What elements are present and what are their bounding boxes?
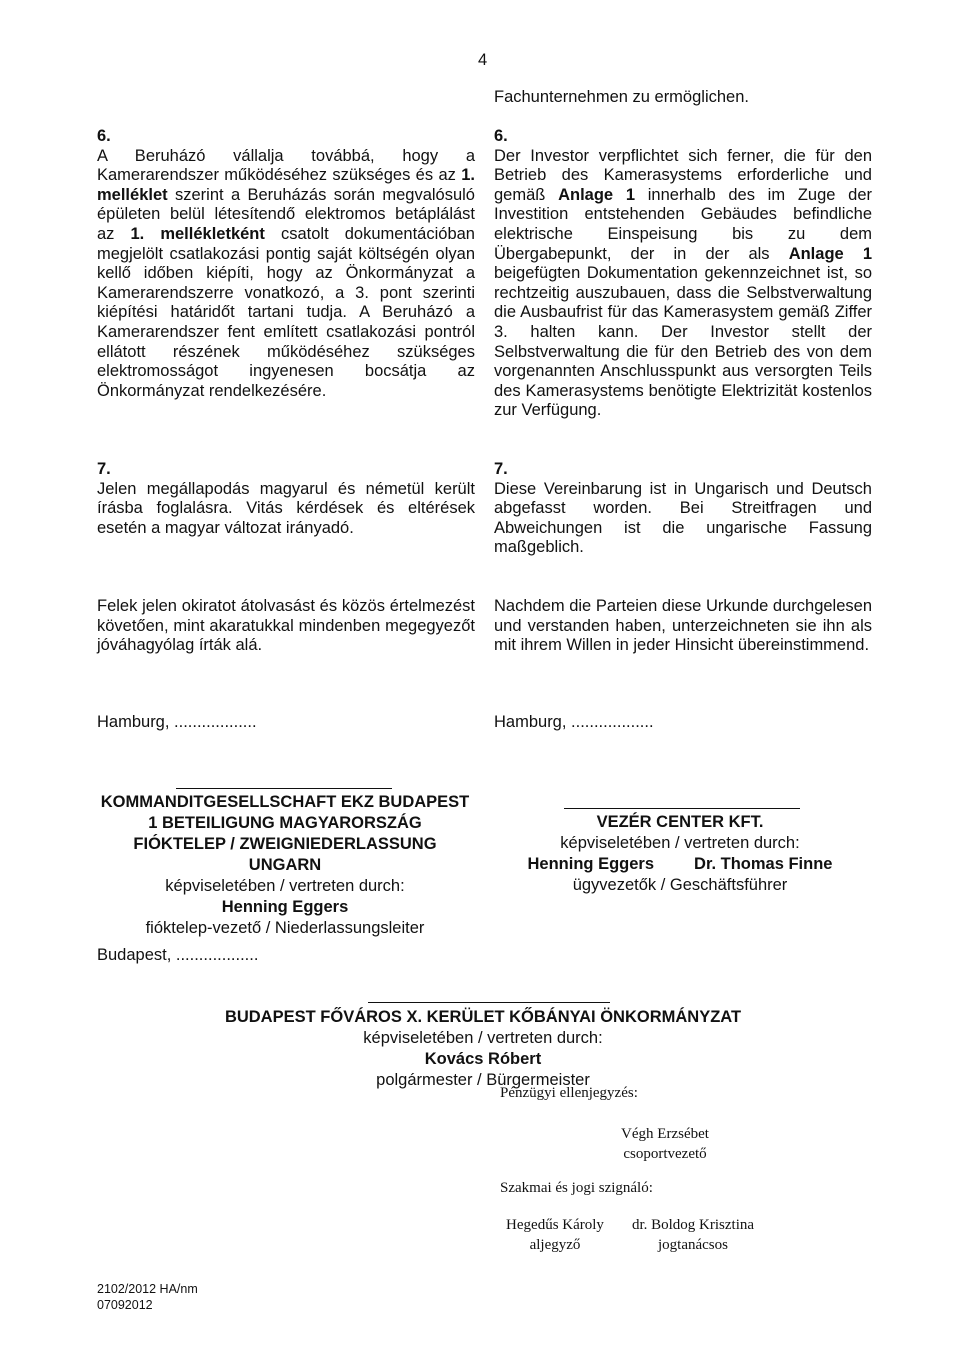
kobanya-represented-by: képviseletében / vertreten durch: <box>363 1029 603 1047</box>
section-7-de-number: 7. <box>494 460 508 478</box>
ekz-represented-by: képviseletében / vertreten durch: <box>165 877 405 895</box>
section-7-hu-number: 7. <box>97 460 111 478</box>
legal-signer-1-name: Hegedűs Károly <box>506 1217 604 1233</box>
s6-de-bold1: Anlage 1 <box>558 185 636 204</box>
kobanya-signatory-role: polgármester / Bürgermeister <box>376 1071 590 1089</box>
place-date-left: Hamburg, .................. <box>97 713 257 731</box>
ekz-company-line1: KOMMANDITGESELLSCHAFT EKZ BUDAPEST <box>100 793 470 811</box>
section-7-hu-text: Jelen megállapodás magyarul és németül került írásba foglalásra. Vitás kérdések és eltérések esetén a magyar változat irányadó. <box>97 479 475 537</box>
s6-hu-part2: szerint a Beruházás során megvalósuló épületen belül létesítendő elektromos betáplálást az <box>97 185 475 243</box>
signature-block-vezer <box>480 812 880 896</box>
section-6-de-number: 6. <box>494 127 508 145</box>
de-intro-text: Fachunternehmen zu ermöglichen. <box>494 88 749 106</box>
legal-signer-1-role: aljegyző <box>529 1237 581 1253</box>
financial-countersigner-role: csoportvezető <box>623 1146 707 1162</box>
place-date-budapest: Budapest, .................. <box>97 946 259 964</box>
footer-reference <box>97 1281 198 1313</box>
footer-date-code: 07092012 <box>97 1298 153 1312</box>
s6-de-bold2: Anlage 1 <box>788 244 873 263</box>
s6-de-part2: innerhalb des im Zuge der Investition entstehenden Gebäudes befindliche elektrische Einspeisung bis zu dem Übergabepunkt, der in der als <box>494 185 873 263</box>
vezer-signatory-2: Dr. Thomas Finne <box>694 855 833 873</box>
vezer-company-name: VEZÉR CENTER KFT. <box>596 813 764 831</box>
section-6-de-text <box>494 147 872 421</box>
footer-ref-number: 2102/2012 HA/nm <box>97 1282 198 1296</box>
ekz-signatory-name: Henning Eggers <box>221 898 349 916</box>
ekz-signatory-role: fióktelep-vezető / Niederlassungsleiter <box>145 919 425 937</box>
vezer-signatory-role: ügyvezetők / Geschäftsführer <box>572 876 788 894</box>
section-7-de-text: Diese Vereinbarung ist in Ungarisch und Deutsch abgefasst worden. Bei Streitfragen und Abweichungen ist die ungarische Fassung maßgeblich. <box>494 479 872 557</box>
vezer-signatory-names <box>480 854 880 875</box>
signature-block-kobanya <box>183 1007 783 1091</box>
legal-signer-2-role: jogtanácsos <box>658 1237 728 1253</box>
financial-countersigner-name: Végh Erzsébet <box>621 1126 709 1142</box>
s6-hu-bold2: 1. mellékletként <box>130 224 265 243</box>
signature-line-vezer <box>564 808 800 809</box>
financial-countersign-label: Pénzügyi ellenjegyzés: <box>500 1085 638 1101</box>
ekz-company-line4: UNGARN <box>248 856 322 874</box>
s6-hu-part1: A Beruházó vállalja továbbá, hogy a Kamerarendszer működéséhez szükséges és az <box>97 146 475 185</box>
vezer-signatory-1: Henning Eggers <box>527 855 655 873</box>
legal-signer-2-name: dr. Boldog Krisztina <box>631 1217 755 1233</box>
kobanya-signatory-name: Kovács Róbert <box>424 1050 542 1068</box>
section-6-hu-text <box>97 147 475 402</box>
section-7-hu <box>97 460 475 538</box>
financial-countersigner <box>600 1124 730 1164</box>
signature-line-ekz <box>176 788 392 789</box>
s6-de-part1: Der Investor verpflichtet sich ferner, die für den Betrieb des Kamerasystems erforderliche und gemäß <box>494 146 872 204</box>
signature-block-ekz <box>60 792 510 939</box>
section-6-de <box>494 127 872 421</box>
closing-hu-text: Felek jelen okiratot átolvasást és közös értelmezést követően, mint akaratukkal mindenben megegyezőt jóváhagyólag írták alá. <box>97 597 475 655</box>
closing-de-text: Nachdem die Parteien diese Urkunde durchgelesen und verstanden haben, unterzeichneten sie ihn als mit ihrem Willen in jeder Hinsicht übereinstimmend. <box>494 597 872 655</box>
signature-line-kobanya <box>368 1002 610 1003</box>
legal-signer-1 <box>494 1215 616 1255</box>
s6-de-part3: beigefügten Dokumentation gekennzeichnet ist, so rechtzeitig auszubauen, dass die Selbstverwaltung die Ausbaufrist für das Kamerasystem gemäß Ziffer 3. halten kann. Der Investor stellt der Selbstverwaltung die für den Betrieb des von dem vorgenannten Anschlusspunkt aus versorgten Teils des Kamerasystems benötigte Elektrizität kostenlos zur Verfügung. <box>494 264 872 420</box>
s6-hu-part3: csatolt dokumentációban megjelölt csatlakozási pontig saját költségén olyan kellő időben kiépíti, hogy az Önkormányzat a Kamerarendszerre vonatkozó, a 3. pont szerinti kiépítési határidőt tartani tudja. A Beruházó a Kamerarendszer fent említett csatlakozási pontról ellátott részének működéséhez szükséges elektromosságot ingyenesen bocsátja az Önkormányzat rendelkezésére. <box>97 224 475 400</box>
section-6-hu-number: 6. <box>97 127 111 145</box>
page-number: 4 <box>478 51 488 69</box>
ekz-company-line3: FIÓKTELEP / ZWEIGNIEDERLASSUNG <box>133 835 437 853</box>
s6-hu-bold1: 1. melléklet <box>97 166 475 204</box>
legal-signer-label: Szakmai és jogi szignáló: <box>500 1180 653 1196</box>
place-date-right: Hamburg, .................. <box>494 713 654 731</box>
section-7-de <box>494 460 872 558</box>
kobanya-company-name: BUDAPEST FŐVÁROS X. KERÜLET KŐBÁNYAI ÖNKORMÁNYZAT <box>224 1008 742 1026</box>
section-6-hu <box>97 127 475 401</box>
ekz-company-line2: 1 BETEILIGUNG MAGYARORSZÁG <box>148 814 422 832</box>
vezer-represented-by: képviseletében / vertreten durch: <box>560 834 800 852</box>
legal-signer-2 <box>618 1215 768 1255</box>
